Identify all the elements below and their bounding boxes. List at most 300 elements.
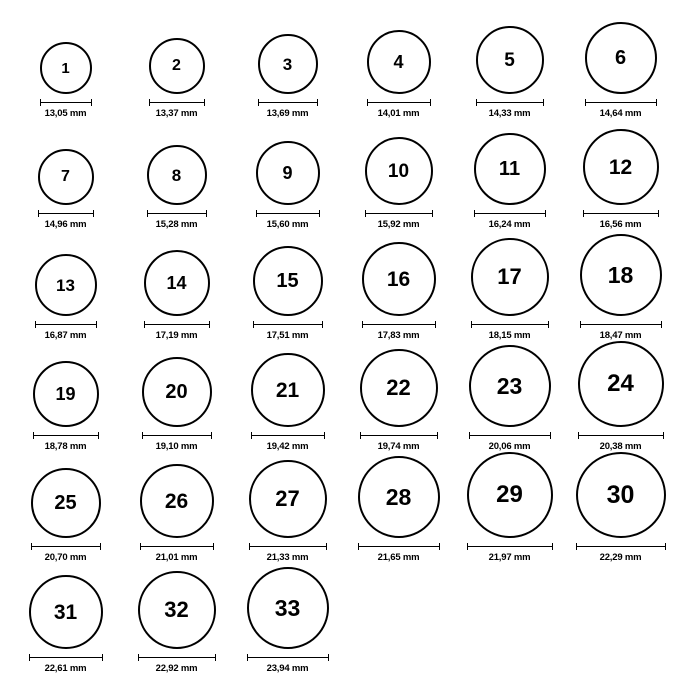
ring-size-cell[interactable] bbox=[454, 452, 565, 563]
dimension-annotation bbox=[33, 432, 99, 452]
ring-size-cell[interactable] bbox=[232, 8, 343, 119]
dimension-annotation bbox=[471, 321, 549, 341]
diameter-label: 20,06 mm bbox=[488, 441, 531, 452]
dimension-annotation bbox=[247, 654, 329, 674]
dimension-annotation bbox=[249, 543, 327, 563]
dimension-line-icon bbox=[476, 99, 544, 106]
ring-circle bbox=[144, 250, 210, 316]
dimension-line-icon bbox=[469, 432, 551, 439]
ring-size-cell[interactable] bbox=[565, 230, 676, 341]
dimension-bar bbox=[585, 102, 657, 103]
dimension-tick-right-icon bbox=[215, 654, 216, 661]
ring-size-cell[interactable] bbox=[232, 341, 343, 452]
diameter-label: 15,28 mm bbox=[155, 219, 198, 230]
ring-size-label: 14 bbox=[166, 273, 187, 293]
dimension-tick-left-icon bbox=[583, 210, 584, 217]
ring-size-label: 6 bbox=[614, 47, 627, 69]
diameter-label: 20,38 mm bbox=[599, 441, 642, 452]
dimension-bar bbox=[358, 546, 440, 547]
dimension-bar bbox=[35, 324, 97, 325]
dimension-annotation bbox=[580, 321, 662, 341]
dimension-tick-left-icon bbox=[258, 99, 259, 106]
dimension-tick-left-icon bbox=[144, 321, 145, 328]
dimension-tick-right-icon bbox=[100, 543, 101, 550]
ring-size-cell[interactable] bbox=[232, 119, 343, 230]
dimension-bar bbox=[367, 102, 431, 103]
ring-size-cell[interactable] bbox=[10, 8, 121, 119]
dimension-annotation bbox=[258, 99, 318, 119]
dimension-line-icon bbox=[31, 543, 101, 550]
dimension-tick-right-icon bbox=[319, 210, 320, 217]
dimension-tick-left-icon bbox=[35, 321, 36, 328]
dimension-annotation bbox=[251, 432, 325, 452]
diameter-label: 18,15 mm bbox=[488, 330, 531, 341]
dimension-line-icon bbox=[149, 99, 205, 106]
dimension-tick-right-icon bbox=[437, 432, 438, 439]
ring-circle bbox=[29, 575, 103, 649]
dimension-tick-right-icon bbox=[665, 543, 666, 550]
diameter-label: 16,24 mm bbox=[488, 219, 531, 230]
dimension-tick-left-icon bbox=[358, 543, 359, 550]
ring-size-row bbox=[10, 230, 690, 341]
dimension-bar bbox=[576, 546, 666, 547]
dimension-tick-right-icon bbox=[326, 543, 327, 550]
diameter-label: 13,69 mm bbox=[266, 108, 309, 119]
dimension-line-icon bbox=[247, 654, 329, 661]
dimension-bar bbox=[471, 324, 549, 325]
ring-size-label: 4 bbox=[393, 52, 404, 72]
dimension-tick-left-icon bbox=[362, 321, 363, 328]
ring-size-label: 9 bbox=[282, 163, 293, 183]
dimension-line-icon bbox=[471, 321, 549, 328]
dimension-bar bbox=[251, 435, 325, 436]
dimension-tick-right-icon bbox=[430, 99, 431, 106]
ring-size-cell[interactable] bbox=[565, 341, 676, 452]
diameter-label: 15,92 mm bbox=[377, 219, 420, 230]
ring-size-label: 25 bbox=[54, 492, 77, 514]
diameter-label: 14,96 mm bbox=[44, 219, 87, 230]
dimension-bar bbox=[247, 657, 329, 658]
ring-circle bbox=[38, 149, 94, 205]
dimension-tick-left-icon bbox=[360, 432, 361, 439]
ring-circle bbox=[358, 456, 440, 538]
dimension-bar bbox=[583, 213, 659, 214]
ring-size-label: 19 bbox=[55, 384, 76, 404]
ring-size-label: 10 bbox=[387, 160, 410, 182]
diameter-label: 18,78 mm bbox=[44, 441, 87, 452]
dimension-annotation bbox=[138, 654, 216, 674]
dimension-tick-left-icon bbox=[471, 321, 472, 328]
ring-circle bbox=[362, 242, 436, 316]
ring-size-cell[interactable] bbox=[565, 119, 676, 230]
dimension-tick-left-icon bbox=[367, 99, 368, 106]
ring-size-cell[interactable] bbox=[121, 452, 232, 563]
ring-circle bbox=[467, 452, 553, 538]
ring-size-label: 22 bbox=[386, 375, 411, 400]
dimension-tick-right-icon bbox=[322, 321, 323, 328]
ring-size-label: 1 bbox=[61, 59, 70, 77]
ring-size-cell[interactable] bbox=[343, 341, 454, 452]
dimension-tick-right-icon bbox=[209, 321, 210, 328]
ring-size-row bbox=[10, 8, 690, 119]
dimension-annotation bbox=[367, 99, 431, 119]
dimension-tick-left-icon bbox=[40, 99, 41, 106]
dimension-line-icon bbox=[362, 321, 436, 328]
ring-size-label: 11 bbox=[498, 158, 521, 180]
ring-size-grid bbox=[10, 8, 690, 674]
ring-circle bbox=[142, 357, 212, 427]
dimension-line-icon bbox=[474, 210, 546, 217]
dimension-tick-left-icon bbox=[149, 99, 150, 106]
dimension-annotation bbox=[583, 210, 659, 230]
dimension-annotation bbox=[253, 321, 323, 341]
ring-circle bbox=[583, 129, 659, 205]
dimension-bar bbox=[469, 435, 551, 436]
dimension-tick-left-icon bbox=[251, 432, 252, 439]
ring-size-label: 12 bbox=[608, 155, 633, 179]
dimension-annotation bbox=[365, 210, 433, 230]
dimension-tick-left-icon bbox=[474, 210, 475, 217]
dimension-tick-left-icon bbox=[29, 654, 30, 661]
dimension-annotation bbox=[578, 432, 664, 452]
diameter-label: 17,83 mm bbox=[377, 330, 420, 341]
dimension-tick-left-icon bbox=[476, 99, 477, 106]
ring-size-cell[interactable] bbox=[10, 563, 121, 674]
dimension-line-icon bbox=[256, 210, 320, 217]
dimension-tick-left-icon bbox=[576, 543, 577, 550]
ring-circle bbox=[253, 246, 323, 316]
ring-size-cell[interactable] bbox=[10, 341, 121, 452]
dimension-line-icon bbox=[585, 99, 657, 106]
ring-size-label: 26 bbox=[164, 489, 189, 513]
ring-circle bbox=[469, 345, 551, 427]
dimension-annotation bbox=[585, 99, 657, 119]
dimension-tick-right-icon bbox=[91, 99, 92, 106]
dimension-tick-right-icon bbox=[663, 432, 664, 439]
dimension-tick-right-icon bbox=[93, 210, 94, 217]
dimension-tick-left-icon bbox=[256, 210, 257, 217]
dimension-tick-left-icon bbox=[578, 432, 579, 439]
ring-size-label: 17 bbox=[497, 264, 522, 289]
dimension-annotation bbox=[140, 543, 214, 563]
dimension-tick-left-icon bbox=[38, 210, 39, 217]
diameter-label: 22,92 mm bbox=[155, 663, 198, 674]
ring-circle bbox=[580, 234, 662, 316]
diameter-label: 22,29 mm bbox=[599, 552, 642, 563]
dimension-annotation bbox=[576, 543, 666, 563]
ring-size-label: 21 bbox=[275, 378, 300, 402]
diameter-label: 14,33 mm bbox=[488, 108, 531, 119]
diameter-label: 13,37 mm bbox=[155, 108, 198, 119]
ring-size-cell[interactable] bbox=[343, 452, 454, 563]
dimension-annotation bbox=[362, 321, 436, 341]
dimension-tick-right-icon bbox=[543, 99, 544, 106]
diameter-label: 21,65 mm bbox=[377, 552, 420, 563]
ring-circle bbox=[474, 133, 546, 205]
dimension-tick-right-icon bbox=[204, 99, 205, 106]
diameter-label: 21,01 mm bbox=[155, 552, 198, 563]
dimension-bar bbox=[144, 324, 210, 325]
ring-size-label: 29 bbox=[496, 481, 523, 508]
dimension-tick-right-icon bbox=[658, 210, 659, 217]
dimension-bar bbox=[360, 435, 438, 436]
dimension-line-icon bbox=[144, 321, 210, 328]
dimension-tick-right-icon bbox=[432, 210, 433, 217]
ring-size-cell[interactable] bbox=[121, 563, 232, 674]
ring-size-label: 13 bbox=[56, 275, 75, 295]
dimension-line-icon bbox=[583, 210, 659, 217]
dimension-line-icon bbox=[367, 99, 431, 106]
dimension-annotation bbox=[149, 99, 205, 119]
diameter-label: 19,42 mm bbox=[266, 441, 309, 452]
dimension-bar bbox=[31, 546, 101, 547]
ring-size-cell[interactable] bbox=[343, 119, 454, 230]
dimension-annotation bbox=[29, 654, 103, 674]
dimension-line-icon bbox=[467, 543, 553, 550]
dimension-tick-left-icon bbox=[140, 543, 141, 550]
dimension-annotation bbox=[360, 432, 438, 452]
ring-size-cell[interactable] bbox=[565, 452, 676, 563]
ring-size-cell[interactable] bbox=[232, 563, 343, 674]
dimension-tick-left-icon bbox=[585, 99, 586, 106]
ring-circle bbox=[576, 452, 666, 538]
dimension-bar bbox=[365, 213, 433, 214]
dimension-tick-left-icon bbox=[253, 321, 254, 328]
dimension-tick-right-icon bbox=[548, 321, 549, 328]
ring-circle bbox=[33, 361, 99, 427]
ring-circle bbox=[40, 42, 92, 94]
dimension-tick-right-icon bbox=[98, 432, 99, 439]
ring-size-label: 23 bbox=[496, 372, 523, 399]
diameter-label: 17,19 mm bbox=[155, 330, 198, 341]
dimension-bar bbox=[140, 546, 214, 547]
dimension-tick-right-icon bbox=[328, 654, 329, 661]
ring-circle bbox=[365, 137, 433, 205]
dimension-line-icon bbox=[142, 432, 212, 439]
ring-size-label: 28 bbox=[385, 483, 412, 510]
dimension-line-icon bbox=[580, 321, 662, 328]
ring-circle bbox=[360, 349, 438, 427]
dimension-tick-right-icon bbox=[102, 654, 103, 661]
dimension-line-icon bbox=[29, 654, 103, 661]
dimension-tick-left-icon bbox=[249, 543, 250, 550]
diameter-label: 23,94 mm bbox=[266, 663, 309, 674]
dimension-tick-right-icon bbox=[550, 432, 551, 439]
ring-size-label: 31 bbox=[53, 600, 78, 624]
dimension-annotation bbox=[35, 321, 97, 341]
dimension-tick-left-icon bbox=[467, 543, 468, 550]
ring-size-row bbox=[10, 563, 690, 674]
ring-size-cell[interactable] bbox=[10, 230, 121, 341]
ring-size-label: 16 bbox=[386, 267, 411, 291]
dimension-tick-right-icon bbox=[211, 432, 212, 439]
diameter-label: 22,61 mm bbox=[44, 663, 87, 674]
dimension-tick-right-icon bbox=[661, 321, 662, 328]
dimension-line-icon bbox=[140, 543, 214, 550]
dimension-bar bbox=[40, 102, 92, 103]
dimension-bar bbox=[256, 213, 320, 214]
ring-circle bbox=[31, 468, 101, 538]
diameter-label: 18,47 mm bbox=[599, 330, 642, 341]
dimension-tick-right-icon bbox=[317, 99, 318, 106]
ring-size-row bbox=[10, 341, 690, 452]
ring-size-label: 5 bbox=[504, 49, 515, 71]
dimension-bar bbox=[38, 213, 94, 214]
dimension-line-icon bbox=[251, 432, 325, 439]
dimension-tick-right-icon bbox=[206, 210, 207, 217]
diameter-label: 14,01 mm bbox=[377, 108, 420, 119]
dimension-bar bbox=[258, 102, 318, 103]
ring-circle bbox=[256, 141, 320, 205]
dimension-annotation bbox=[40, 99, 92, 119]
dimension-tick-left-icon bbox=[147, 210, 148, 217]
dimension-line-icon bbox=[578, 432, 664, 439]
dimension-line-icon bbox=[253, 321, 323, 328]
ring-size-label: 3 bbox=[282, 54, 293, 74]
ring-size-label: 20 bbox=[165, 381, 188, 403]
dimension-tick-right-icon bbox=[545, 210, 546, 217]
ring-size-cell[interactable] bbox=[121, 230, 232, 341]
diameter-label: 19,10 mm bbox=[155, 441, 198, 452]
dimension-tick-left-icon bbox=[580, 321, 581, 328]
dimension-tick-right-icon bbox=[213, 543, 214, 550]
ring-circle bbox=[476, 26, 544, 94]
diameter-label: 19,74 mm bbox=[377, 441, 420, 452]
dimension-tick-left-icon bbox=[365, 210, 366, 217]
dimension-bar bbox=[474, 213, 546, 214]
dimension-bar bbox=[138, 657, 216, 658]
dimension-bar bbox=[147, 213, 207, 214]
ring-size-cell[interactable] bbox=[343, 8, 454, 119]
dimension-line-icon bbox=[40, 99, 92, 106]
ring-circle bbox=[585, 22, 657, 94]
dimension-annotation bbox=[31, 543, 101, 563]
ring-size-cell[interactable] bbox=[10, 119, 121, 230]
dimension-bar bbox=[362, 324, 436, 325]
dimension-bar bbox=[29, 657, 103, 658]
ring-size-label: 33 bbox=[274, 594, 301, 621]
dimension-line-icon bbox=[35, 321, 97, 328]
ring-circle bbox=[251, 353, 325, 427]
dimension-annotation bbox=[147, 210, 207, 230]
ring-size-cell[interactable] bbox=[232, 452, 343, 563]
ring-circle bbox=[35, 254, 97, 316]
ring-circle bbox=[249, 460, 327, 538]
diameter-label: 16,56 mm bbox=[599, 219, 642, 230]
dimension-annotation bbox=[476, 99, 544, 119]
dimension-tick-left-icon bbox=[469, 432, 470, 439]
dimension-bar bbox=[467, 546, 553, 547]
diameter-label: 20,70 mm bbox=[44, 552, 87, 563]
dimension-annotation bbox=[142, 432, 212, 452]
ring-size-cell[interactable] bbox=[121, 341, 232, 452]
ring-size-label: 7 bbox=[61, 168, 70, 185]
ring-size-cell[interactable] bbox=[121, 8, 232, 119]
dimension-line-icon bbox=[138, 654, 216, 661]
ring-circle bbox=[471, 238, 549, 316]
ring-size-cell[interactable] bbox=[232, 230, 343, 341]
ring-size-label: 2 bbox=[172, 57, 181, 74]
dimension-tick-right-icon bbox=[656, 99, 657, 106]
dimension-tick-left-icon bbox=[33, 432, 34, 439]
ring-size-cell[interactable] bbox=[565, 8, 676, 119]
dimension-line-icon bbox=[358, 543, 440, 550]
ring-circle bbox=[578, 341, 664, 427]
diameter-label: 14,64 mm bbox=[599, 108, 642, 119]
dimension-line-icon bbox=[365, 210, 433, 217]
ring-circle bbox=[367, 30, 431, 94]
ring-size-cell[interactable] bbox=[343, 230, 454, 341]
ring-size-cell[interactable] bbox=[454, 8, 565, 119]
diameter-label: 16,87 mm bbox=[44, 330, 87, 341]
dimension-line-icon bbox=[33, 432, 99, 439]
ring-size-cell[interactable] bbox=[454, 119, 565, 230]
ring-size-cell[interactable] bbox=[454, 341, 565, 452]
dimension-annotation bbox=[144, 321, 210, 341]
ring-size-row bbox=[10, 452, 690, 563]
ring-size-row bbox=[10, 119, 690, 230]
ring-circle bbox=[138, 571, 216, 649]
dimension-bar bbox=[149, 102, 205, 103]
dimension-tick-right-icon bbox=[96, 321, 97, 328]
ring-size-label: 8 bbox=[171, 165, 182, 185]
dimension-line-icon bbox=[38, 210, 94, 217]
diameter-label: 21,97 mm bbox=[488, 552, 531, 563]
dimension-tick-right-icon bbox=[439, 543, 440, 550]
dimension-tick-left-icon bbox=[247, 654, 248, 661]
dimension-line-icon bbox=[258, 99, 318, 106]
dimension-annotation bbox=[358, 543, 440, 563]
dimension-tick-right-icon bbox=[435, 321, 436, 328]
dimension-line-icon bbox=[147, 210, 207, 217]
dimension-tick-right-icon bbox=[552, 543, 553, 550]
ring-size-cell[interactable] bbox=[454, 230, 565, 341]
dimension-bar bbox=[249, 546, 327, 547]
ring-size-label: 32 bbox=[164, 597, 189, 622]
dimension-annotation bbox=[474, 210, 546, 230]
ring-size-label: 24 bbox=[607, 370, 634, 397]
dimension-line-icon bbox=[249, 543, 327, 550]
dimension-annotation bbox=[469, 432, 551, 452]
diameter-label: 21,33 mm bbox=[266, 552, 309, 563]
dimension-annotation bbox=[467, 543, 553, 563]
dimension-bar bbox=[253, 324, 323, 325]
diameter-label: 13,05 mm bbox=[44, 108, 87, 119]
dimension-tick-left-icon bbox=[142, 432, 143, 439]
ring-size-cell[interactable] bbox=[121, 119, 232, 230]
dimension-bar bbox=[578, 435, 664, 436]
ring-circle bbox=[258, 34, 318, 94]
ring-size-label: 30 bbox=[606, 480, 635, 509]
ring-size-label: 15 bbox=[276, 270, 299, 292]
diameter-label: 15,60 mm bbox=[266, 219, 309, 230]
dimension-tick-right-icon bbox=[324, 432, 325, 439]
dimension-bar bbox=[33, 435, 99, 436]
diameter-label: 17,51 mm bbox=[266, 330, 309, 341]
dimension-annotation bbox=[38, 210, 94, 230]
ring-size-label: 18 bbox=[607, 261, 634, 288]
dimension-bar bbox=[142, 435, 212, 436]
dimension-bar bbox=[476, 102, 544, 103]
ring-circle bbox=[247, 567, 329, 649]
dimension-line-icon bbox=[576, 543, 666, 550]
dimension-tick-left-icon bbox=[138, 654, 139, 661]
ring-size-cell[interactable] bbox=[10, 452, 121, 563]
dimension-bar bbox=[580, 324, 662, 325]
dimension-annotation bbox=[256, 210, 320, 230]
ring-circle bbox=[140, 464, 214, 538]
ring-circle bbox=[149, 38, 205, 94]
